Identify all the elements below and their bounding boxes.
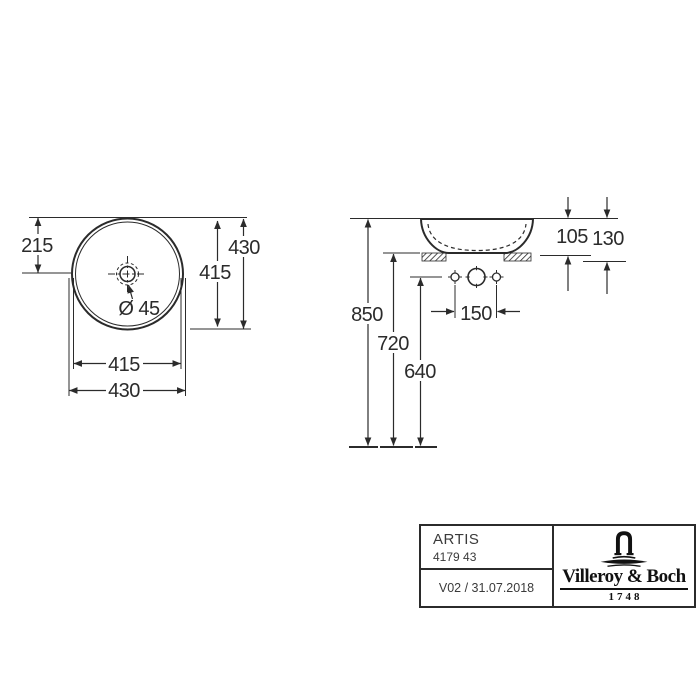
dim-label-150: 150 <box>460 303 492 325</box>
dim-label-430-right: 430 <box>228 237 260 259</box>
dim-label-415-bottom: 415 <box>108 354 140 376</box>
brand-name: Villeroy & Boch <box>560 567 687 590</box>
title-block <box>419 524 696 608</box>
version-cell <box>421 570 552 606</box>
dim-label-430-bottom: 430 <box>108 380 140 402</box>
dim-label-850: 850 <box>351 304 383 326</box>
brand-cell <box>554 526 694 606</box>
basin-side-outline <box>421 219 533 253</box>
brand-year: 1748 <box>608 590 643 603</box>
title-block-left <box>421 526 554 606</box>
version-date: V02 / 31.07.2018 <box>438 581 535 595</box>
product-number: 4179 43 <box>433 550 477 564</box>
product-name: ARTIS <box>433 531 480 548</box>
drain-leader-arrow <box>129 285 133 299</box>
mounting-pads <box>422 253 531 261</box>
dim-label-130: 130 <box>592 228 624 250</box>
villeroy-boch-logo-icon <box>584 528 664 568</box>
top-view <box>20 218 262 403</box>
dim-label-640: 640 <box>404 361 436 383</box>
dim-label-415-right: 415 <box>199 262 231 284</box>
dim-label-105: 105 <box>556 226 588 248</box>
dim-label-215: 215 <box>21 235 53 257</box>
dim-label-720: 720 <box>377 333 409 355</box>
side-view <box>349 197 626 447</box>
drain-symbol <box>108 256 146 293</box>
product-info-cell <box>421 526 552 570</box>
fitting-holes <box>448 266 504 288</box>
drain-diameter-label: Ø 45 <box>118 298 160 320</box>
